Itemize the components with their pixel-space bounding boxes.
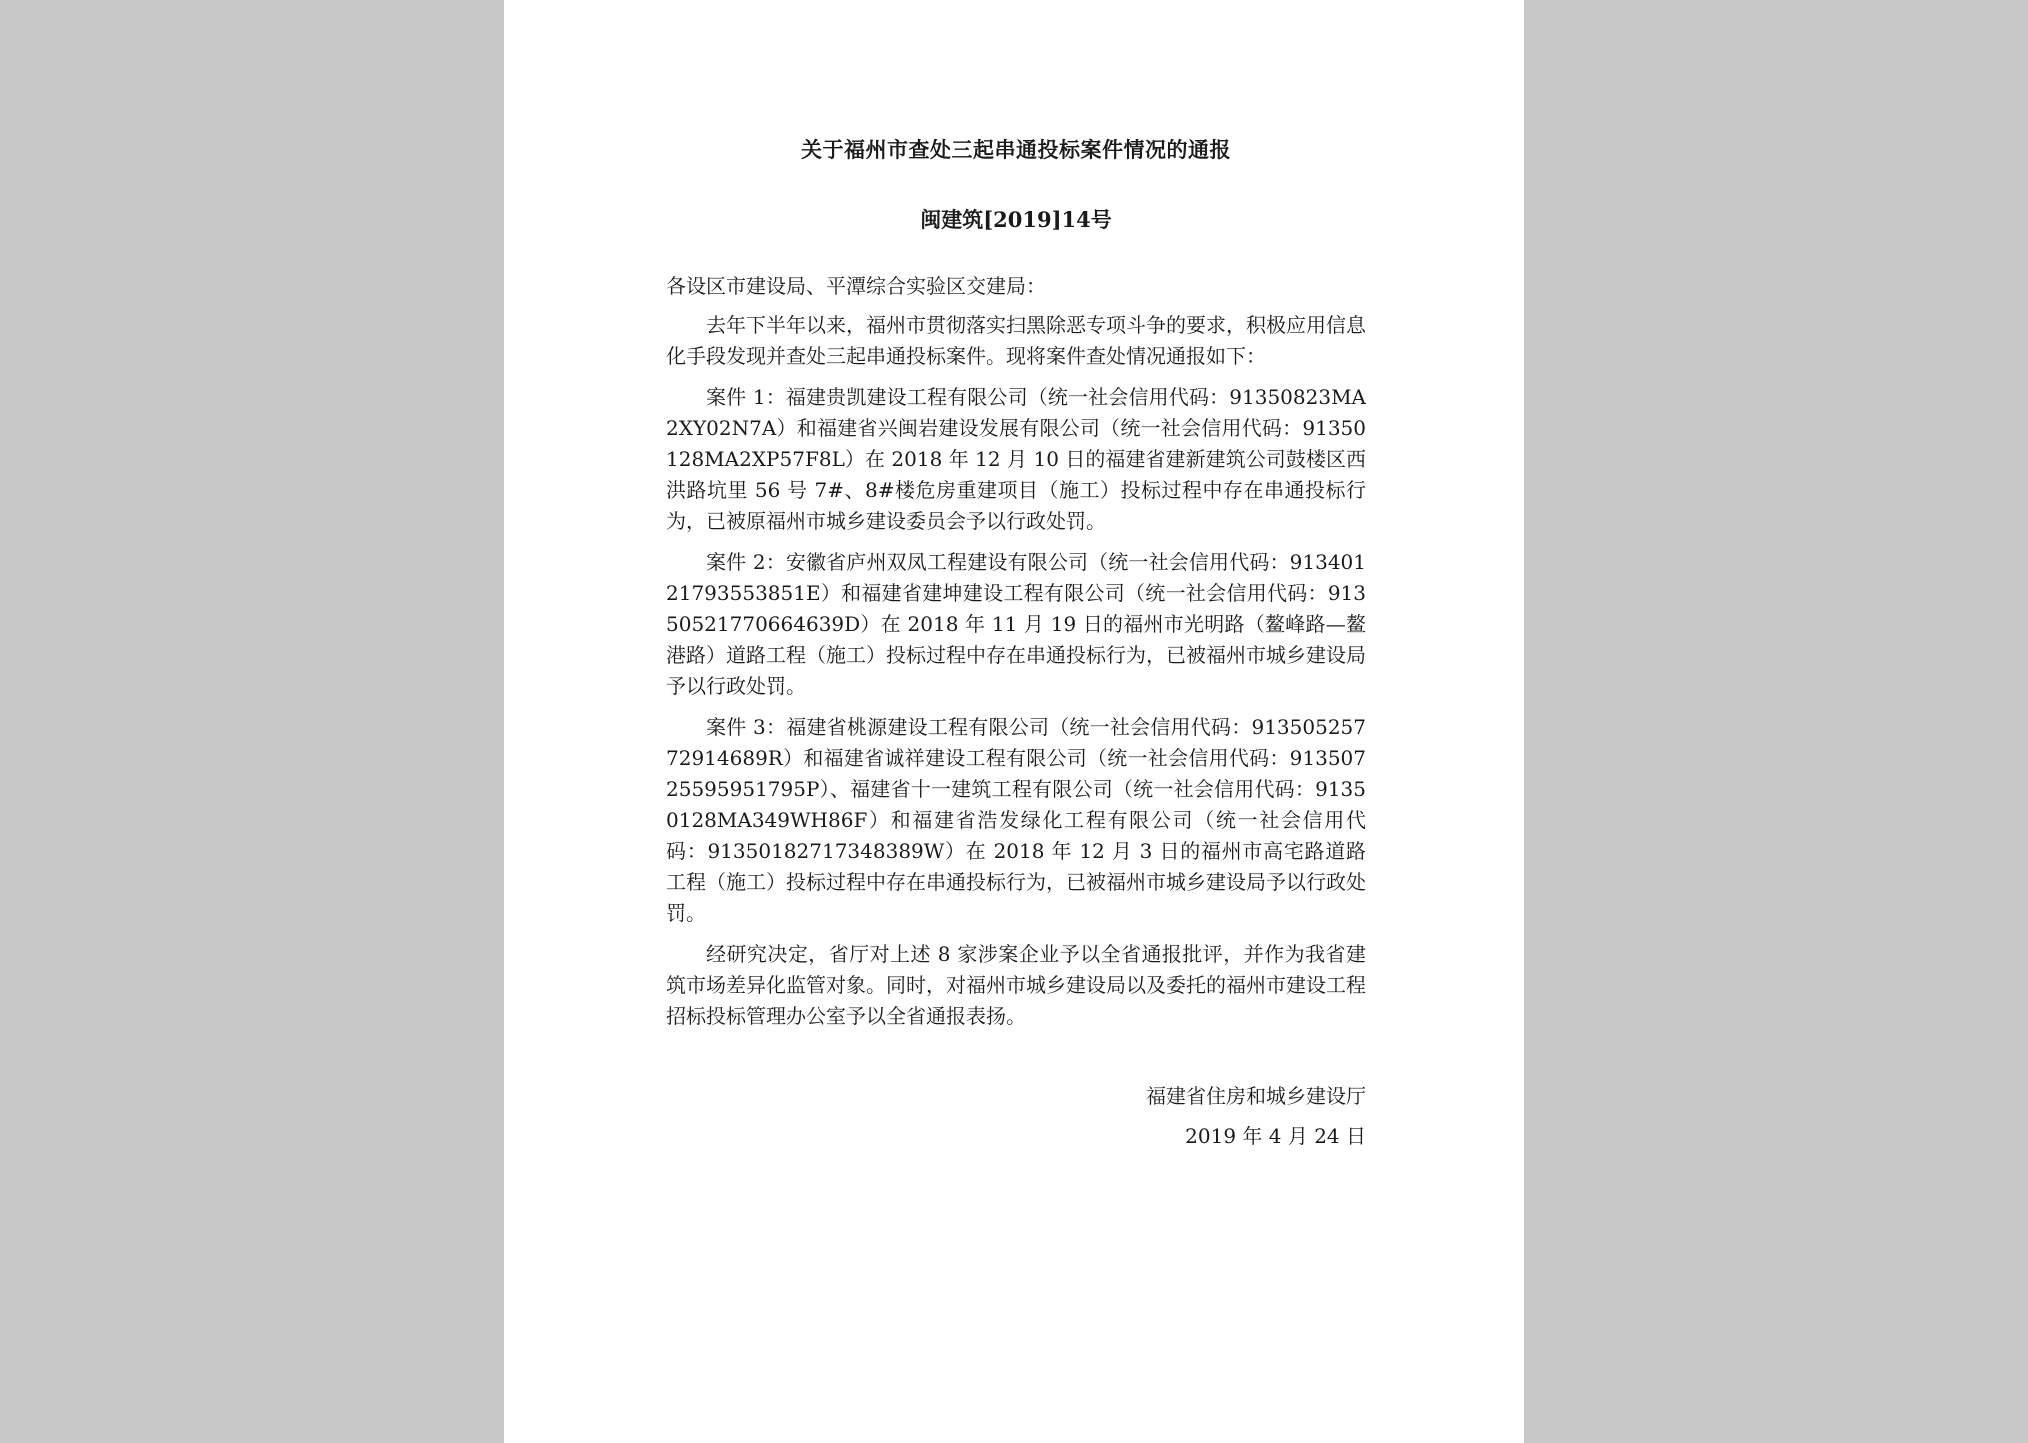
signature-issuer: 福建省住房和城乡建设厅 (1146, 1084, 1366, 1108)
document-title: 关于福州市查处三起串通投标案件情况的通报 (801, 137, 1231, 162)
paragraph-intro: 去年下半年以来，福州市贯彻落实扫黑除恶专项斗争的要求，积极应用信息化手段发现并查处三起串通投标案件。现将案件查处情况通报如下： (666, 313, 1366, 368)
page-content (666, 130, 1366, 1156)
paragraph-case-1: 案件 1：福建贵凯建设工程有限公司（统一社会信用代码：91350823MA2XY02N7A）和福建省兴闽岩建设发展有限公司（统一社会信用代码：91350128MA2XP57F8L）在 2018 年 12 月 10 日的福建省建新建筑公司鼓楼区西洪路坑里 56 号 7#、8#楼危房重建项目（施工）投标过程中存在串通投标行为，已被原福州市城乡建设委员会予以行政处罚。 (666, 385, 1366, 533)
signature-date: 2019 年 4 月 24 日 (1185, 1124, 1366, 1148)
salutation: 各设区市建设局、平潭综合实验区交建局： (666, 274, 1046, 298)
signature-block (666, 1076, 1366, 1156)
document-page (504, 0, 1524, 1443)
paragraph-decision: 经研究决定，省厅对上述 8 家涉案企业予以全省通报批评，并作为我省建筑市场差异化监管对象。同时，对福州市城乡建设局以及委托的福州市建设工程招标投标管理办公室予以全省通报表扬。 (666, 942, 1366, 1028)
document-number: 闽建筑[2019]14号 (920, 207, 1112, 232)
paragraph-case-3: 案件 3：福建省桃源建设工程有限公司（统一社会信用代码：91350525772914689R）和福建省诚祥建设工程有限公司（统一社会信用代码：91350725595951795P）、福建省十一建筑工程有限公司（统一社会信用代码：91350128MA349WH86F）和福建省浩发绿化工程有限公司（统一社会信用代码：91350182717348389W）在 2018 年 12 月 3 日的福州市高宅路道路工程（施工）投标过程中存在串通投标行为，已被福州市城乡建设局予以行政处罚。 (666, 715, 1366, 925)
paragraph-case-2: 案件 2：安徽省庐州双凤工程建设有限公司（统一社会信用代码：913401217935538​51E）和福建省建坤建设工程有限公司（统一社会信用代码：91350521770664639D）在 2018 年 11 月 19 日的福州市光明路（鳌峰路—鳌港路）道路工程（施工）投标过程中存在串通投标行为，已被福州市城乡建设局予以行政处罚。 (666, 550, 1366, 698)
